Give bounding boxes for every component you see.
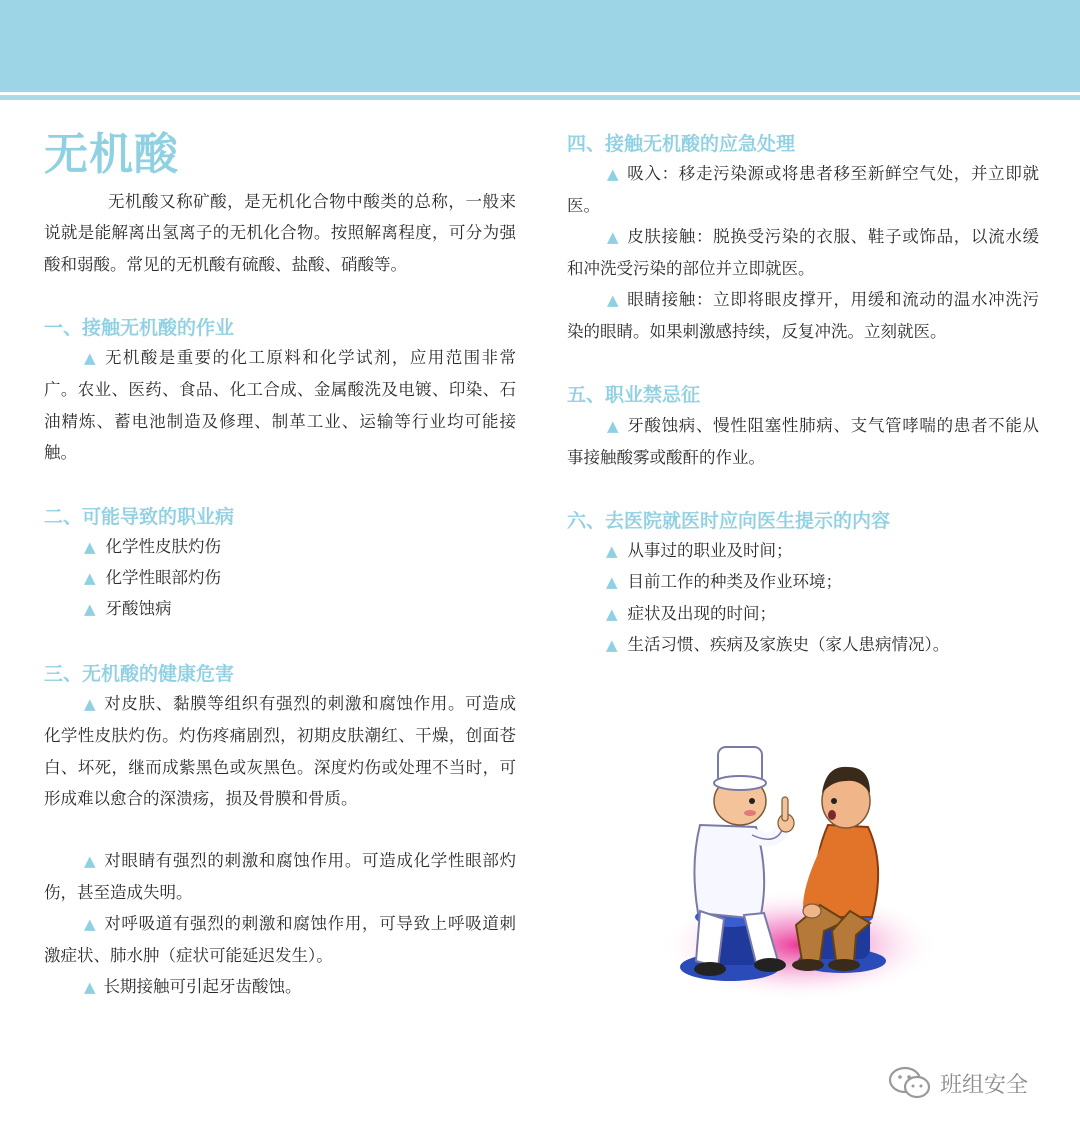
triangle-bullet-icon: ▲	[84, 852, 97, 870]
list-item: ▲ 生活习惯、疾病及家族史（家人患病情况）。	[606, 635, 950, 654]
triangle-bullet-icon: ▲	[607, 417, 620, 435]
list-item: ▲ 目前工作的种类及作业环境；	[606, 572, 843, 591]
triangle-bullet-icon: ▲	[607, 165, 620, 183]
watermark	[888, 1066, 1028, 1100]
triangle-bullet-icon: ▲	[84, 538, 96, 556]
watermark-text: 班组安全	[940, 1072, 1029, 1098]
section-3-paragraph-3: ▲ 对呼吸道有强烈的刺激和腐蚀作用，可导致上呼吸道刺激症状、肺水肿（症状可能延迟发生）。	[44, 914, 517, 966]
page-title: 无机酸	[44, 129, 179, 180]
list-item: ▲ 牙酸蚀病	[84, 599, 172, 618]
triangle-bullet-icon: ▲	[606, 636, 618, 654]
section-1-title: 一、接触无机酸的作业	[44, 317, 235, 339]
triangle-bullet-icon: ▲	[606, 542, 618, 560]
section-1-text: 无机酸是重要的化工原料和化学试剂，应用范围非常广。农业、医药、食品、化工合成、金属酸洗及电镀、印染、石油精炼、蓄电池制造及修理、制革工业、运输等行业均可能接触。	[44, 348, 516, 462]
triangle-bullet-icon: ▲	[84, 349, 97, 367]
list-item: ▲ 从事过的职业及时间；	[606, 541, 793, 560]
triangle-bullet-icon: ▲	[607, 228, 620, 246]
triangle-bullet-icon: ▲	[84, 915, 97, 933]
section-4-paragraph-1: ▲ 吸入：移走污染源或将患者移至新鲜空气处，并立即就医。	[567, 164, 1040, 216]
triangle-bullet-icon: ▲	[606, 605, 618, 623]
doctor-patient-illustration	[660, 735, 940, 1015]
triangle-bullet-icon: ▲	[607, 291, 620, 309]
intro-paragraph: 无机酸又称矿酸，是无机化合物中酸类的总称，一般来说就是能解离出氢离子的无机化合物。按照解离程度，可分为强酸和弱酸。常见的无机酸有硫酸、盐酸、硝酸等。	[44, 192, 516, 274]
list-item: ▲ 症状及出现的时间；	[606, 604, 777, 623]
wechat-icon	[888, 1066, 932, 1100]
triangle-bullet-icon: ▲	[606, 573, 618, 591]
list-item: ▲ 化学性皮肤灼伤	[84, 537, 222, 556]
section-5-title: 五、职业禁忌征	[567, 384, 701, 406]
header-band	[0, 0, 1080, 92]
section-3-paragraph-4: ▲ 长期接触可引起牙齿酸蚀。	[84, 977, 302, 996]
list-item: ▲ 化学性眼部灼伤	[84, 568, 222, 587]
section-1-paragraph	[44, 342, 516, 468]
header-line	[0, 95, 1080, 100]
section-3-paragraph-2: ▲ 对眼睛有强烈的刺激和腐蚀作用。可造成化学性眼部灼伤，甚至造成失明。	[44, 851, 517, 903]
section-3-paragraph-1: ▲ 对皮肤、黏膜等组织有强烈的刺激和腐蚀作用。可造成化学性皮肤灼伤。灼伤疼痛剧烈，初期皮肤潮红、干燥，创面苍白、坏死，继而成紫黑色或灰黑色。深度灼伤或处理不当时，可形成难以愈合的深溃疡，损及骨膜和骨质。	[44, 694, 517, 808]
section-4-title: 四、接触无机酸的应急处理	[567, 133, 796, 155]
section-4-paragraph-3: ▲ 眼睛接触：立即将眼皮撑开，用缓和流动的温水冲洗污染的眼睛。如果刺激感持续，反复冲洗。立刻就医。	[567, 290, 1040, 342]
section-4-paragraph-2: ▲ 皮肤接触：脱换受污染的衣服、鞋子或饰品，以流水缓和冲洗受污染的部位并立即就医。	[567, 227, 1040, 279]
section-6-title: 六、去医院就医时应向医生提示的内容	[567, 510, 891, 532]
section-3-title: 三、无机酸的健康危害	[44, 663, 235, 685]
triangle-bullet-icon: ▲	[84, 695, 97, 713]
section-2-title: 二、可能导致的职业病	[44, 506, 235, 528]
triangle-bullet-icon: ▲	[84, 600, 96, 618]
triangle-bullet-icon: ▲	[84, 569, 96, 587]
section-5-paragraph: ▲ 牙酸蚀病、慢性阻塞性肺病、支气管哮喘的患者不能从事接触酸雾或酸酐的作业。	[567, 416, 1040, 468]
triangle-bullet-icon: ▲	[84, 978, 96, 996]
